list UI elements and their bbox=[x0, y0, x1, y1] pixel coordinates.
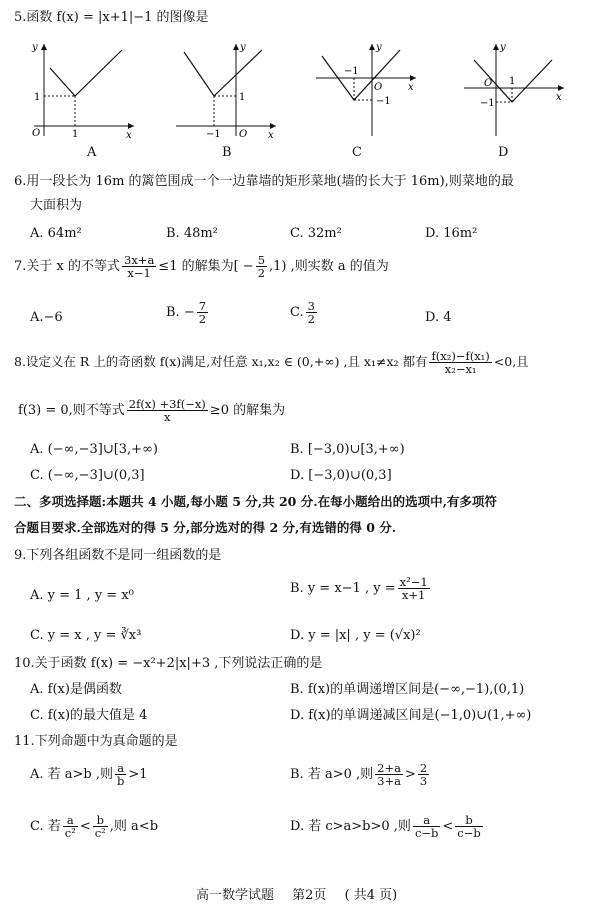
q10-option-a: A. f(x)是偶函数 bbox=[30, 682, 122, 697]
graph-d-x: x bbox=[556, 92, 562, 103]
q6-option-d: D. 16m² bbox=[425, 226, 478, 241]
q11-option-d-prefix: D. 若 c>a>b>0 ,则 bbox=[290, 819, 411, 835]
q7-stem-b: ≤1 的解集为[ − bbox=[158, 259, 254, 275]
q8-option-c: C. (−∞,−3]∪(0,3] bbox=[30, 468, 145, 483]
q8-line2 bbox=[18, 398, 285, 423]
footer bbox=[196, 888, 397, 904]
q11-option-b-mid: > bbox=[404, 767, 416, 783]
graph-a-o: O bbox=[32, 128, 41, 138]
graph-d-ytick: −1 bbox=[480, 98, 495, 109]
q7-option-d: D. 4 bbox=[425, 310, 452, 325]
q7-stem-a: 7.关于 x 的不等式 bbox=[14, 259, 120, 275]
q11-option-b-fraction-2 bbox=[418, 762, 429, 787]
graph-b-o: O bbox=[239, 129, 248, 138]
graph-c-ytick: −1 bbox=[376, 96, 391, 107]
q11-option-c-prefix: C. 若 bbox=[30, 819, 61, 835]
graph-a-ytick: 1 bbox=[34, 92, 41, 103]
graph-a-xtick: 1 bbox=[72, 129, 79, 138]
q9-option-c: C. y = x , y = ∛x³ bbox=[30, 628, 142, 643]
q7-option-b-prefix: B. − bbox=[166, 305, 195, 321]
q11-option-c-fraction-1 bbox=[63, 814, 78, 839]
graph-c-o: O bbox=[374, 82, 383, 93]
q8-stem-b: <0,且 bbox=[493, 354, 529, 370]
q11-option-d-fraction-2 bbox=[455, 814, 482, 839]
q7-stem bbox=[14, 254, 389, 279]
q10-stem: 10.关于函数 f(x) = −x²+2|x|+3 ,下列说法正确的是 bbox=[14, 656, 323, 671]
q5-stem: 5.函数 f(x) = |x+1|−1 的图像是 bbox=[14, 10, 209, 25]
q8-option-b: B. [−3,0)∪[3,+∞) bbox=[290, 442, 405, 457]
q6-line2: 大面积为 bbox=[30, 198, 83, 213]
q10-option-b: B. f(x)的单调递增区间是(−∞,−1),(0,1) bbox=[290, 682, 525, 697]
graph-a-x: x bbox=[126, 130, 132, 138]
q11-option-c-den-1: c² bbox=[64, 826, 76, 841]
graph-c-x: x bbox=[408, 82, 414, 93]
q11-option-d-num-1: a bbox=[413, 814, 440, 827]
q9-option-a: A. y = 1 , y = x⁰ bbox=[30, 588, 134, 603]
q7-option-b-den: 2 bbox=[198, 312, 207, 327]
graph-c-xtick: −1 bbox=[344, 66, 359, 77]
q8-line2-a: f(3) = 0,则不等式 bbox=[18, 403, 125, 419]
q11-option-c-mid: < bbox=[79, 819, 91, 835]
q8-option-d: D. [−3,0)∪(0,3] bbox=[290, 468, 392, 483]
q7-option-c-den: 2 bbox=[307, 312, 315, 327]
footer-page: 第2页 bbox=[292, 888, 327, 903]
graph-d-y: y bbox=[500, 42, 506, 53]
q7-solution-fraction bbox=[256, 254, 267, 279]
q11-option-c-den-2: c² bbox=[94, 826, 106, 841]
section2-line1: 二、多项选择题:本题共 4 小题,每小题 5 分,共 20 分.在每小题给出的选项中,有多项符 bbox=[14, 494, 497, 509]
q7-sol-den: 2 bbox=[257, 266, 266, 281]
q6-line1: 6.用一段长为 16m 的篱笆围成一个一边靠墙的矩形菜地(墙的长大于 16m),则菜地的最 bbox=[14, 174, 514, 189]
q8-line2-b: ≥0 的解集为 bbox=[209, 403, 286, 419]
q7-option-c-prefix: C. bbox=[290, 305, 304, 321]
q8-frac-num: f(x₂)−f(x₁) bbox=[431, 349, 490, 363]
q11-option-a-suffix: >1 bbox=[128, 767, 148, 783]
graph-c bbox=[312, 38, 422, 138]
q7-inequality-fraction bbox=[122, 254, 156, 279]
section2-line2: 合题目要求.全部选对的得 5 分,部分选对的得 2 分,有选错的得 0 分. bbox=[14, 520, 397, 535]
q6-option-a: A. 64m² bbox=[30, 226, 82, 241]
q11-option-b-num-2: 2 bbox=[419, 761, 428, 775]
q11-option-a-prefix: A. 若 a>b ,则 bbox=[30, 767, 114, 783]
q11-option-d-num-2: b bbox=[455, 814, 482, 827]
q11-option-b-den-1: 3+a bbox=[377, 774, 401, 789]
q7-option-b bbox=[166, 300, 210, 325]
graph-d bbox=[460, 38, 570, 138]
q11-option-d-den-1: c−b bbox=[414, 826, 439, 841]
q8-stem-a: 8.设定义在 R 上的奇函数 f(x)满足,对任意 x₁,x₂ ∈ (0,+∞) ,且 x₁≠x₂ 都有 bbox=[14, 354, 428, 370]
q11-option-b-prefix: B. 若 a>0 ,则 bbox=[290, 767, 374, 783]
q8-stem bbox=[14, 350, 529, 375]
q8-ineq-den: x bbox=[164, 410, 171, 425]
q11-option-d bbox=[290, 814, 485, 839]
q7-option-a: A.−6 bbox=[30, 310, 63, 325]
q7-sol-num: 5 bbox=[257, 253, 266, 267]
q11-option-b-num-1: 2+a bbox=[377, 761, 401, 775]
q11-option-a-num: a bbox=[115, 762, 126, 775]
q7-stem-c: ,1) ,则实数 a 的值为 bbox=[269, 259, 389, 275]
graph-a bbox=[30, 38, 140, 138]
q11-option-c-suffix: ,则 a<b bbox=[109, 819, 159, 835]
graph-d-xtick: 1 bbox=[509, 76, 516, 87]
graph-c-label: C bbox=[352, 145, 362, 160]
q9-option-d: D. y = |x| , y = (√x)² bbox=[290, 628, 421, 643]
graph-b-ytick: 1 bbox=[239, 92, 246, 103]
graph-a-label: A bbox=[87, 145, 97, 160]
q6-option-b: B. 48m² bbox=[166, 226, 218, 241]
q9-stem: 9.下列各组函数不是同一组函数的是 bbox=[14, 548, 222, 563]
q9-option-b bbox=[290, 576, 432, 601]
q11-option-d-fraction-1 bbox=[413, 814, 440, 839]
q6-option-c: C. 32m² bbox=[290, 226, 342, 241]
q11-option-b bbox=[290, 762, 431, 787]
q10-option-d: D. f(x)的单调递减区间是(−1,0)∪(1,+∞) bbox=[290, 708, 532, 723]
q9-option-b-num: x²−1 bbox=[399, 575, 428, 589]
q11-option-a-den: b bbox=[117, 774, 125, 789]
q11-option-b-fraction-1 bbox=[375, 762, 403, 787]
q9-option-b-fraction bbox=[398, 576, 430, 601]
q11-option-c-num-2: b bbox=[93, 814, 108, 827]
q7-option-c-fraction bbox=[306, 300, 317, 325]
q11-option-a-fraction bbox=[115, 762, 126, 787]
footer-title: 高一数学试题 bbox=[196, 888, 275, 903]
graph-d-o: O bbox=[484, 78, 493, 89]
q11-option-a bbox=[30, 762, 148, 787]
q7-option-b-fraction bbox=[197, 300, 208, 325]
graph-b-xtick: −1 bbox=[206, 129, 221, 138]
q10-option-c: C. f(x)的最大值是 4 bbox=[30, 708, 148, 723]
q7-frac-num: 3x+a bbox=[124, 253, 155, 267]
q11-option-d-den-2: c−b bbox=[457, 826, 481, 841]
q9-option-b-prefix: B. y = x−1 , y = bbox=[290, 581, 396, 597]
q7-option-b-num: 7 bbox=[198, 299, 207, 313]
footer-total: ( 共4 页) bbox=[344, 888, 398, 903]
graph-a-y: y bbox=[32, 42, 38, 53]
q7-frac-den: x−1 bbox=[127, 266, 151, 281]
graph-b-y: y bbox=[240, 42, 246, 53]
q11-option-c-fraction-2 bbox=[93, 814, 108, 839]
q8-inequality-fraction bbox=[127, 398, 208, 423]
q11-option-c bbox=[30, 814, 158, 839]
q11-option-d-mid: < bbox=[442, 819, 454, 835]
q9-option-b-den: x+1 bbox=[401, 588, 426, 603]
q8-condition-fraction bbox=[429, 350, 491, 375]
q7-option-c bbox=[290, 300, 319, 325]
q8-frac-den: x₂−x₁ bbox=[444, 362, 477, 377]
q8-ineq-num: 2f(x) +3f(−x) bbox=[128, 397, 206, 411]
q11-option-b-den-2: 3 bbox=[419, 774, 428, 789]
graph-c-y: y bbox=[376, 42, 382, 53]
q7-option-c-num: 3 bbox=[307, 299, 315, 313]
graph-b-x: x bbox=[268, 130, 274, 138]
q8-option-a: A. (−∞,−3]∪[3,+∞) bbox=[30, 442, 158, 457]
graph-b-label: B bbox=[222, 145, 232, 160]
q11-stem: 11.下列命题中为真命题的是 bbox=[14, 734, 178, 749]
graph-d-label: D bbox=[498, 145, 509, 160]
q11-option-c-num-1: a bbox=[63, 814, 78, 827]
graph-b bbox=[172, 38, 282, 138]
